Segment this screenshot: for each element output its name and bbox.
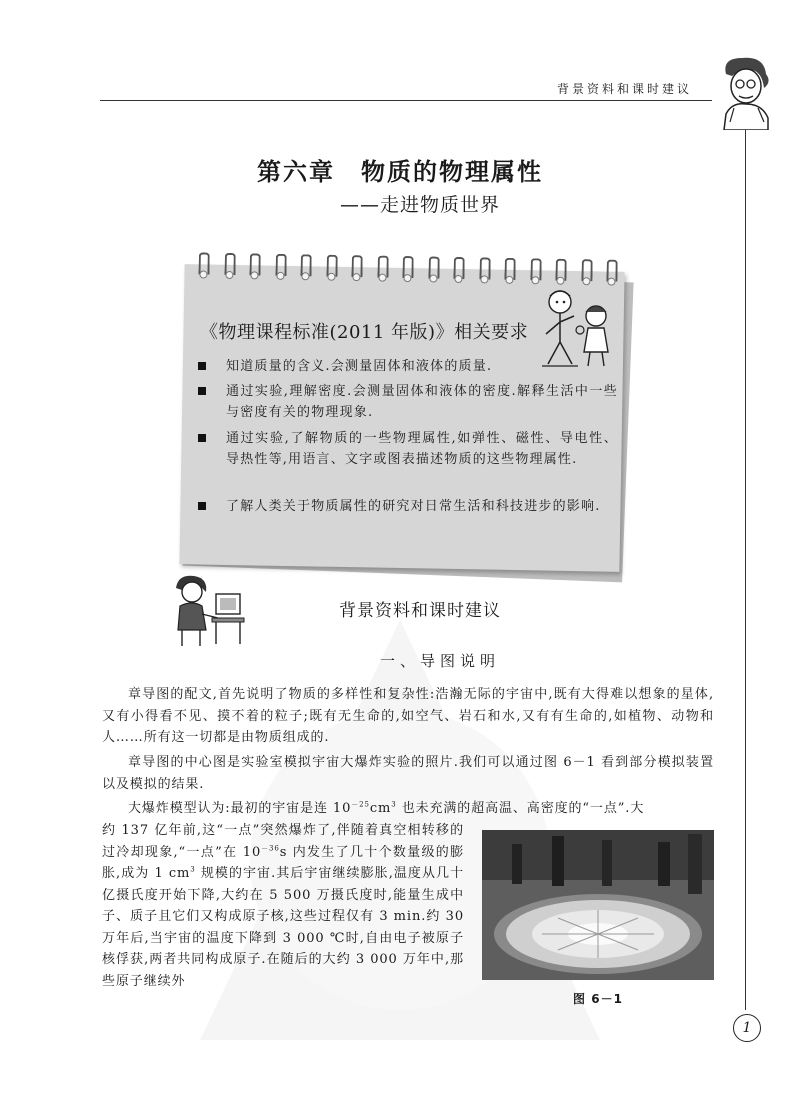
sub-heading: 一、导图说明 [379,652,500,670]
scientist-cartoon-icon [712,52,778,130]
bullet-square-icon [198,362,206,370]
header-rule [100,100,712,101]
chapter-title: 第六章 物质的物理属性 [257,158,543,186]
punch-hole [403,274,411,282]
punch-hole [276,272,284,280]
punch-hole [607,278,615,286]
paragraph-2: 章导图的中心图是实验室模拟宇宙大爆炸实验的照片.我们可以通过图 6－1 看到部分模拟装置以及模拟的结果. [102,755,714,792]
bullet-square-icon [198,502,206,510]
punch-hole [225,271,233,279]
requirement-item: 通过实验,了解物质的一些物理属性,如弹性、磁性、导电性、导热性等,用语言、文字或图表描述物质的这些物理属性. [198,428,618,470]
punch-hole [556,277,564,285]
punch-hole [250,271,258,279]
paragraph-3-line: 大爆炸模型认为:最初的宇宙是连 $10^{-25}cm^3$ 也未充满的超高温、高密度的“一点”.大 [128,800,645,816]
chapter-subtitle: ——走进物质世界 [339,194,500,216]
punch-hole [429,274,437,282]
requirements-title: 《物理课程标准(2011 年版)》相关要求 [200,322,529,343]
requirement-item: 了解人类关于物质属性的研究对日常生活和科技进步的影响. [198,496,618,517]
punch-hole [301,272,309,280]
punch-hole [531,276,539,284]
running-header: 背景资料和课时建议 [556,82,692,96]
punch-hole [505,276,513,284]
section-title: 背景资料和课时建议 [339,601,501,621]
punch-hole [454,275,462,283]
punch-hole [582,277,590,285]
paragraph-1: 章导图的配文,首先说明了物质的多样性和复杂性:浩瀚无际的宇宙中,既有大得难以想象的星体,又有小得看不见、摸不着的粒子;既有无生命的,如空气、岩石和水,又有有生命的,如植物、动物和人……所有这一切都是由物质组成的. [102,687,714,745]
requirement-item: 通过实验,理解密度.会测量固体和液体的密度.解释生活中一些与密度有关的物理现象. [198,381,618,423]
punch-hole [378,274,386,282]
punch-hole [352,273,360,281]
requirement-item: 知道质量的含义.会测量固体和液体的质量. [198,356,618,377]
punch-hole [199,270,207,278]
big-bang-simulation-photo [482,830,714,980]
bullet-square-icon [198,387,206,395]
margin-rule [745,130,746,1010]
punch-hole [327,273,335,281]
bullet-square-icon [198,434,206,442]
figure-caption: 图 6－1 [573,992,623,1006]
punch-hole [480,275,488,283]
page-number: 1 [733,1014,761,1042]
paragraph-3-continued: 约 137 亿年前,这“一点”突然爆炸了,伴随着真空相转移的过冷却现象,“一点”在 $10^{-36}s$ 内发生了几十个数量级的膨胀,成为 1 $cm^3$ 规模的宇宙.其后宇宙继续膨胀,温度从几十亿摄氏度开始下降,大约在 5 500 万摄氏度时,能量生成中子、质子且它们又构成原子核,这些过程仅有 3 min.约 30 万年后,当宇宙的温度下降到 3 000 ℃时,自由电子被原子核俘获,两者共同构成原子.在随后的大约 3 000 万年中,那些原子继续外 [102,823,464,989]
